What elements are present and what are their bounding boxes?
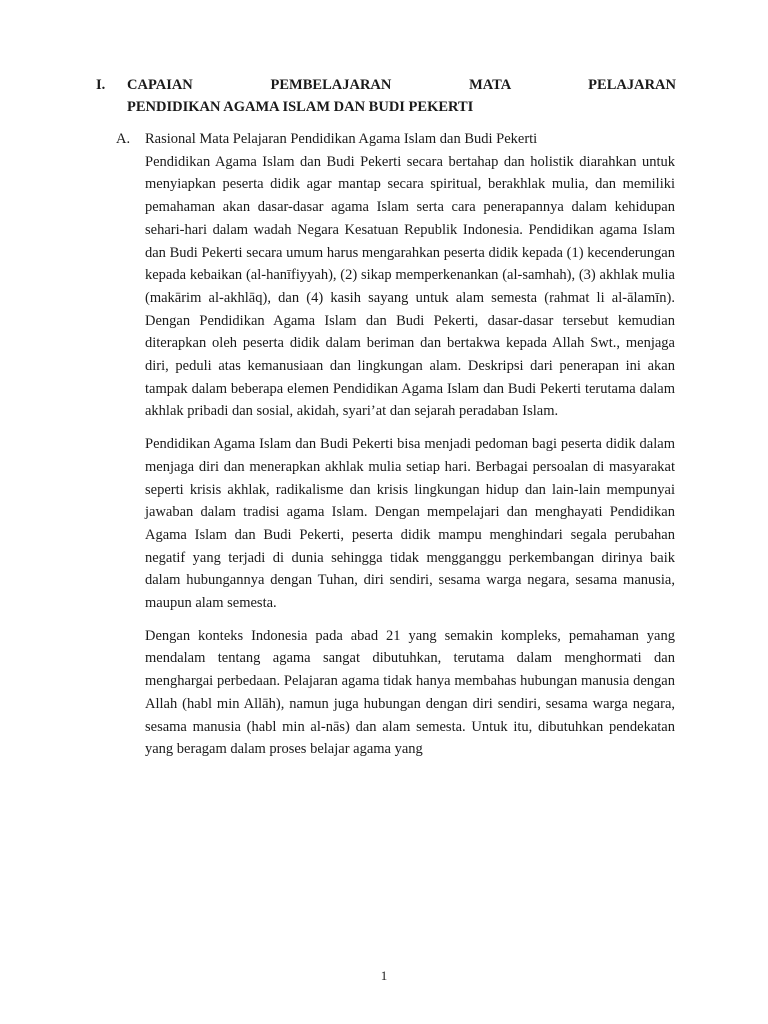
chapter-title-line-1: CAPAIAN PEMBELAJARAN MATA PELAJARAN [127, 77, 676, 93]
page-number: 1 [380, 968, 388, 983]
paragraph-1-text: Pendidikan Agama Islam dan Budi Pekerti secara bertahap dan holistik diarahkan untuk menyiapkan peserta didik agar mantap secara spiritual, berakhlak mulia, dan memiliki pemahaman akan dasar-dasar agama Islam serta cara penerapannya dalam kehidupan sehari-hari dalam wadah Negara Kesatuan Republik Indonesia. Pendidikan agama Islam dan Budi Pekerti secara umum harus mengarahkan peserta didik kepada (1) kecenderungan kepada kebaikan (al-hanīfiyyah), (2) sikap memperkenankan (al-samhah), (3) akhlak mulia (makārim al-akhlāq), dan (4) kasih sayang untuk alam semesta (rahmat li al-ālamīn). Dengan Pendidikan Agama Islam dan Budi Pekerti, dasar-dasar tersebut kemudian diterapkan oleh peserta didik dalam beriman dan bertakwa kepada Allah Swt., menjaga diri, peduli atas kemanusiaan dan lingkungan alam. Deskripsi dari penerapan ini akan tampak dalam beberapa elemen Pendidikan Agama Islam dan Budi Pekerti terutama dalam akhlak pribadi dan sosial, akidah, syari’at dan sejarah peradaban Islam. [145, 153, 675, 420]
section-title: Rasional Mata Pelajaran Pendidikan Agama Islam dan Budi Pekerti [145, 131, 538, 147]
chapter-title [127, 74, 676, 118]
paragraph-3: Dengan konteks Indonesia pada abad 21 yang semakin kompleks, pemahaman yang mendalam tentang agama sangat dibutuhkan, terutama dalam menghormati dan menghargai perbedaan. Pelajaran agama tidak hanya membahas hubungan manusia dengan Allah (habl min Allāh), namun juga hubungan dengan diri sendiri, sesama warga negara, sesama manusia (habl min al-nās) dan alam semesta. Untuk itu, dibutuhkan pendekatan yang beragam dalam proses belajar agama yang [145, 627, 675, 758]
section-content [145, 128, 675, 771]
chapter-title-line-2: PENDIDIKAN AGAMA ISLAM DAN BUDI PEKERTI [127, 99, 474, 115]
chapter-number: I. [96, 77, 106, 93]
paragraph-2: Pendidikan Agama Islam dan Budi Pekerti bisa menjadi pedoman bagi peserta didik dalam menjaga diri dan menerapkan akhlak mulia setiap hari. Berbagai persoalan di masyarakat seperti krisis akhlak, radikalisme dan krisis lingkungan hidup dan lain-lain mempunyai jawaban dalam tradisi agama Islam. Dengan mempelajari dan menghayati Pendidikan Agama Islam dan Budi Pekerti, peserta didik mampu menghindari segala perubahan negatif yang terjadi di dunia sehingga tidak mengganggu perkembangan dirinya baik dalam hubungannya dengan Tuhan, diri sendiri, sesama warga negara, sesama manusia, maupun alam semesta. [145, 436, 675, 612]
chapter-heading [96, 74, 676, 118]
section-marker: A. [116, 131, 131, 147]
paragraph-1 [145, 128, 675, 423]
